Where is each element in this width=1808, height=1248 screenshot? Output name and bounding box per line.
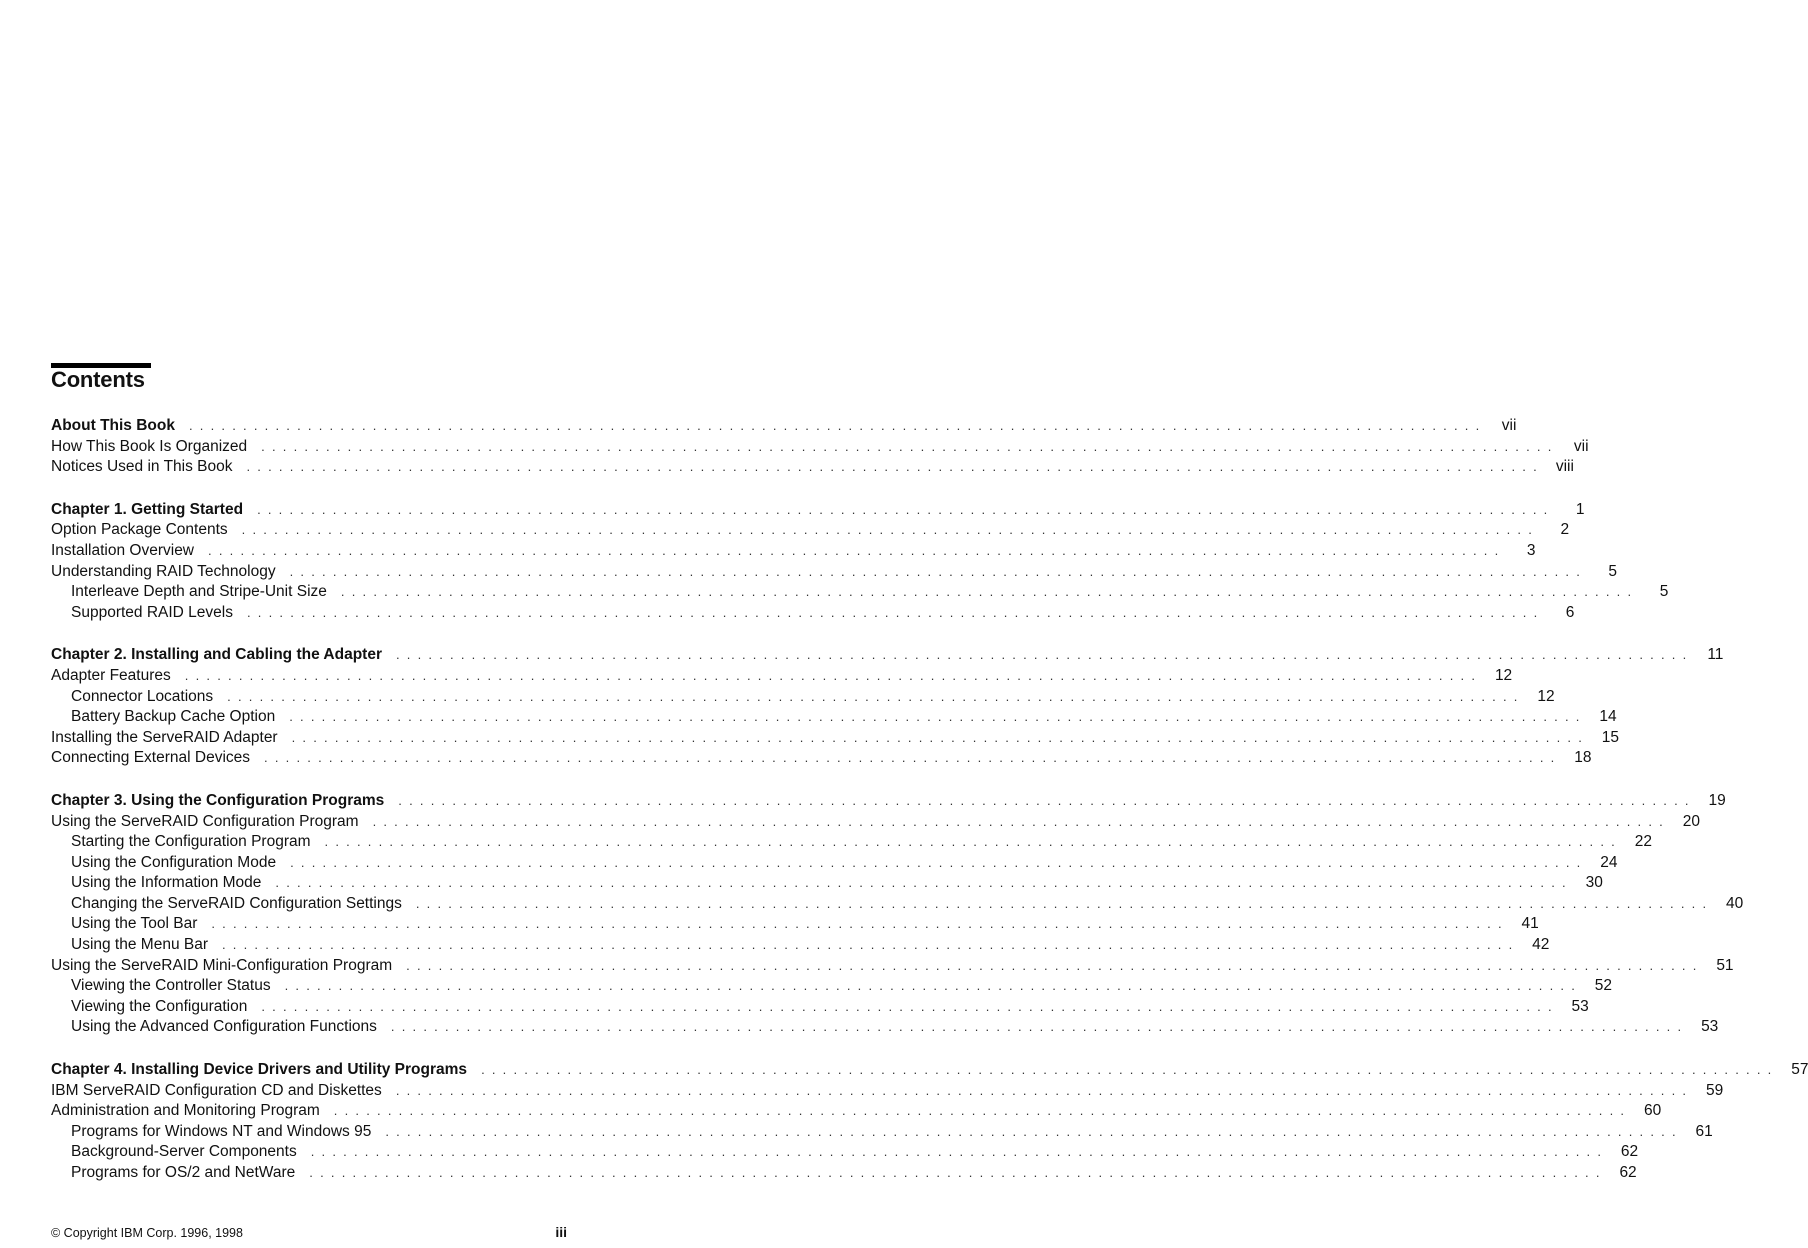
toc-entry-page: 41 (1521, 915, 1539, 933)
toc-entry[interactable] (51, 707, 1617, 728)
toc-entry-page: vii (1573, 437, 1589, 455)
dot-leader: ........................................................................................................................ (211, 916, 1509, 932)
dot-leader: ........................................................................................................................ (415, 895, 1714, 911)
toc-entry-page: 15 (1601, 728, 1620, 746)
dot-leader: ........................................................................................................................ (395, 1082, 1694, 1098)
toc-entry-label: Using the Configuration Mode (71, 853, 277, 871)
toc-entry[interactable] (51, 853, 1618, 874)
toc-entry-page: 14 (1599, 708, 1617, 726)
toc-entry-label: Viewing the Controller Status (71, 977, 271, 995)
toc-section (51, 416, 1589, 478)
toc-chapter-entry[interactable] (51, 791, 1726, 812)
toc-entry-label: Programs for OS/2 and NetWare (71, 1164, 296, 1181)
dot-leader: ........................................................................................................................ (291, 729, 1590, 745)
toc-entry-page: 24 (1600, 853, 1618, 871)
dot-leader: ........................................................................................................................ (241, 522, 1540, 538)
dot-leader: ........................................................................................................................ (396, 647, 1694, 663)
copyright-notice: © Copyright IBM Corp. 1996, 1998 (51, 1226, 243, 1240)
dot-leader: ........................................................................................................................ (264, 750, 1562, 766)
toc-entry-page: 30 (1585, 874, 1603, 892)
toc-entry[interactable] (51, 1163, 1637, 1184)
dot-leader: ........................................................................................................................ (290, 854, 1588, 870)
toc-entry-page: 53 (1701, 1018, 1719, 1036)
toc-entry-page: 1 (1575, 500, 1585, 518)
toc-entry-page: 2 (1560, 521, 1570, 539)
toc-chapter-entry[interactable] (51, 500, 1585, 521)
toc-entry[interactable] (51, 976, 1613, 997)
toc-entry-label: Chapter 1. Getting Started (51, 500, 244, 518)
toc-entry-page: 53 (1571, 997, 1589, 1015)
dot-leader: ........................................................................................................................ (309, 1165, 1607, 1180)
toc-entry[interactable] (51, 1142, 1639, 1163)
toc-entry-page: 40 (1726, 894, 1744, 912)
toc-entry-page: 19 (1708, 791, 1726, 809)
toc-entry-label: Interleave Depth and Stripe-Unit Size (71, 583, 327, 601)
toc-entry-label: Connector Locations (71, 687, 214, 705)
toc-entry-label: Option Package Contents (51, 521, 228, 539)
toc-entry-label: Using the Tool Bar (71, 915, 198, 933)
dot-leader: ........................................................................................................................ (310, 1144, 1609, 1160)
toc-entry-label: About This Book (51, 417, 175, 434)
dot-leader: ........................................................................................................................ (246, 459, 1544, 475)
toc-entry-label: Administration and Monitoring Program (51, 1102, 320, 1120)
toc-entry-page: 12 (1537, 687, 1555, 705)
toc-entry[interactable] (51, 562, 1618, 583)
toc-entry[interactable] (51, 1017, 1719, 1038)
dot-leader: ........................................................................................................................ (481, 1062, 1779, 1078)
toc-chapter-entry[interactable] (51, 645, 1724, 666)
page-number: iii (555, 1224, 567, 1240)
toc-entry-page: 62 (1619, 1164, 1637, 1181)
toc-entry-page: 20 (1682, 812, 1700, 830)
toc-entry-label: Using the Menu Bar (71, 936, 208, 954)
toc-entry-label: Adapter Features (51, 666, 171, 684)
toc-entry[interactable] (51, 603, 1575, 624)
toc-entry[interactable] (51, 687, 1555, 708)
toc-entry-label: Using the Advanced Configuration Functions (71, 1018, 377, 1036)
toc-entry-page: 11 (1707, 646, 1724, 664)
toc-entry-page: viii (1555, 458, 1574, 476)
dot-leader: ........................................................................................................................ (261, 998, 1559, 1014)
toc-section (51, 645, 1724, 769)
toc-entry[interactable] (51, 457, 1574, 478)
toc-entry-label: Battery Backup Cache Option (71, 708, 276, 726)
dot-leader: ........................................................................................................................ (275, 875, 1573, 891)
toc-entry-label: Notices Used in This Book (51, 458, 233, 476)
toc-entry-page: 18 (1574, 749, 1592, 767)
toc-entry-page: 51 (1716, 956, 1734, 974)
toc-entry[interactable] (51, 914, 1539, 935)
toc-entry[interactable] (51, 873, 1603, 894)
table-of-contents (51, 416, 1808, 1206)
dot-leader: ........................................................................................................................ (261, 438, 1559, 454)
dot-leader: ........................................................................................................................ (340, 584, 1639, 600)
toc-entry-label: Starting the Configuration Program (71, 833, 311, 851)
toc-entry-page: 5 (1608, 562, 1618, 580)
dot-leader: ........................................................................................................................ (289, 563, 1588, 579)
toc-entry-page: 57 (1791, 1061, 1808, 1079)
toc-entry[interactable] (51, 956, 1734, 977)
toc-entry-label: Supported RAID Levels (71, 603, 233, 621)
page-title: Contents (51, 367, 145, 392)
toc-entry-page: 3 (1526, 541, 1536, 559)
toc-entry-page: 61 (1695, 1122, 1713, 1140)
toc-entry-label: Understanding RAID Technology (51, 562, 276, 580)
toc-chapter-entry[interactable] (51, 1060, 1808, 1081)
toc-entry-label: How This Book Is Organized (51, 437, 248, 455)
toc-entry[interactable] (51, 894, 1744, 915)
dot-leader: ........................................................................................................................ (246, 604, 1545, 620)
toc-entry-label: Using the Information Mode (71, 874, 262, 892)
toc-entry[interactable] (51, 728, 1620, 749)
dot-leader: ........................................................................................................................ (398, 792, 1696, 808)
toc-entry-label: Viewing the Configuration (71, 997, 248, 1015)
toc-entry-page: 42 (1532, 936, 1550, 954)
dot-leader: ........................................................................................................................ (385, 1123, 1683, 1139)
toc-entry[interactable] (51, 1122, 1713, 1143)
toc-entry-page: 12 (1494, 666, 1513, 684)
toc-entry[interactable] (51, 582, 1669, 603)
toc-entry-label: Changing the ServeRAID Configuration Settings (71, 894, 402, 912)
toc-entry[interactable] (51, 997, 1589, 1018)
toc-entry[interactable] (51, 832, 1652, 853)
toc-section (51, 1060, 1808, 1184)
toc-entry-page: 6 (1565, 603, 1575, 621)
dot-leader: ........................................................................................................................ (189, 418, 1487, 433)
dot-leader: ........................................................................................................................ (390, 1019, 1689, 1035)
toc-section (51, 791, 1744, 1038)
toc-entry-label: Using the ServeRAID Mini-Configuration Program (51, 956, 393, 974)
dot-leader: ........................................................................................................................ (372, 813, 1670, 829)
dot-leader: ........................................................................................................................ (184, 667, 1483, 683)
toc-entry-page: 60 (1643, 1102, 1662, 1120)
toc-entry-label: Installing the ServeRAID Adapter (51, 728, 278, 746)
toc-entry[interactable] (51, 1101, 1662, 1122)
toc-entry[interactable] (51, 1081, 1724, 1102)
dot-leader: ........................................................................................................................ (222, 937, 1520, 953)
page-footer (51, 1224, 567, 1244)
dot-leader: ........................................................................................................................ (324, 834, 1622, 850)
toc-entry-label: Installation Overview (51, 541, 195, 559)
dot-leader: ........................................................................................................................ (284, 978, 1583, 994)
toc-entry-page: vii (1501, 417, 1517, 434)
toc-entry-label: Connecting External Devices (51, 749, 251, 767)
dot-leader: ........................................................................................................................ (333, 1103, 1632, 1119)
dot-leader: ........................................................................................................................ (406, 957, 1704, 973)
toc-entry[interactable] (51, 812, 1700, 833)
dot-leader: ........................................................................................................................ (257, 501, 1555, 517)
toc-entry-page: 22 (1634, 833, 1652, 851)
toc-entry-label: Chapter 3. Using the Configuration Programs (51, 791, 385, 809)
toc-entry[interactable] (51, 541, 1536, 562)
toc-entry-page: 52 (1594, 977, 1613, 995)
toc-entry[interactable] (51, 748, 1592, 769)
toc-entry-label: IBM ServeRAID Configuration CD and Diskettes (51, 1081, 382, 1099)
toc-chapter-entry[interactable] (51, 416, 1517, 437)
toc-entry[interactable] (51, 935, 1550, 956)
toc-entry[interactable] (51, 520, 1570, 541)
dot-leader: ........................................................................................................................ (227, 688, 1525, 704)
toc-entry-label: Chapter 2. Installing and Cabling the Adapter (51, 646, 382, 664)
dot-leader: ........................................................................................................................ (289, 709, 1587, 725)
toc-entry[interactable] (51, 666, 1513, 687)
dot-leader: ........................................................................................................................ (208, 542, 1506, 558)
toc-entry-page: 59 (1705, 1081, 1724, 1099)
toc-entry-label: Programs for Windows NT and Windows 95 (71, 1122, 372, 1140)
toc-section (51, 500, 1669, 624)
toc-entry-label: Background-Server Components (71, 1143, 297, 1161)
toc-entry-label: Chapter 4. Installing Device Drivers and Utility Programs (51, 1061, 468, 1079)
toc-entry[interactable] (51, 437, 1589, 458)
toc-entry-page: 62 (1620, 1143, 1639, 1161)
toc-entry-label: Using the ServeRAID Configuration Program (51, 812, 359, 830)
toc-entry-page: 5 (1659, 583, 1669, 601)
